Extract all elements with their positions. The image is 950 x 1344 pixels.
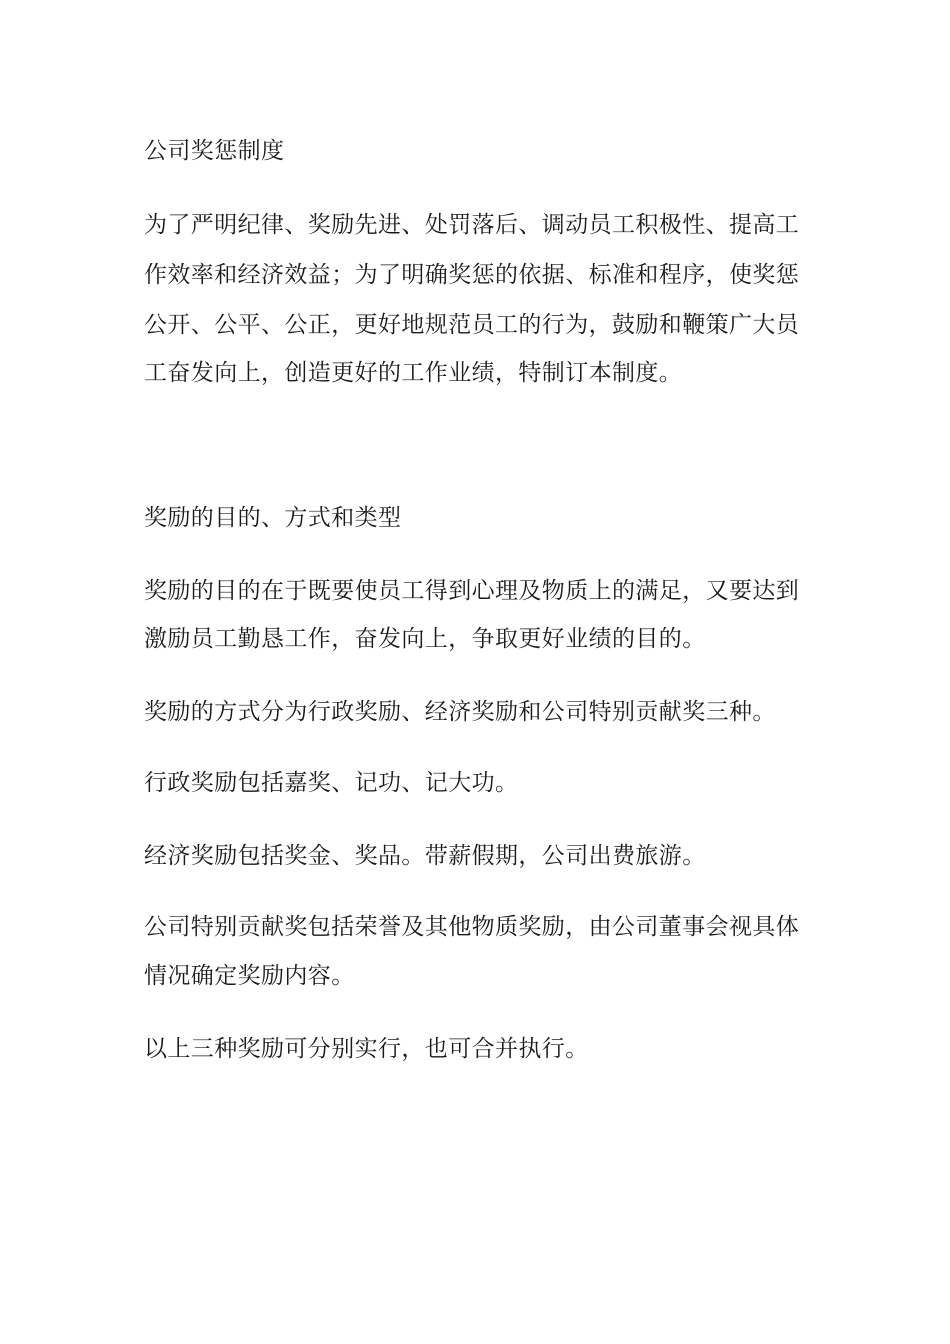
purpose-paragraph-line-2: 激励员工勤恳工作，奋发向上，争取更好业绩的目的。: [144, 626, 706, 652]
special-reward-paragraph-line-1: 公司特别贡献奖包括荣誉及其他物质奖励，由公司董事会视具体: [144, 914, 800, 940]
intro-paragraph-line-2: 作效率和经济效益；为了明确奖惩的依据、标准和程序，使奖惩: [144, 262, 800, 288]
special-reward-paragraph-line-2: 情况确定奖励内容。: [144, 963, 355, 989]
reward-methods-paragraph: 奖励的方式分为行政奖励、经济奖励和公司特别贡献奖三种。: [144, 699, 776, 725]
intro-paragraph-line-3: 公开、公平、公正，更好地规范员工的行为，鼓励和鞭策广大员: [144, 312, 800, 338]
economic-reward-paragraph: 经济奖励包括奖金、奖品。带薪假期，公司出费旅游。: [144, 843, 706, 869]
intro-paragraph-line-1: 为了严明纪律、奖励先进、处罚落后、调动员工积极性、提高工: [144, 212, 800, 238]
intro-paragraph-line-4: 工奋发向上，创造更好的工作业绩，特制订本制度。: [144, 360, 683, 386]
document-title: 公司奖惩制度: [144, 138, 285, 164]
purpose-paragraph-line-1: 奖励的目的在于既要使员工得到心理及物质上的满足，又要达到: [144, 578, 800, 604]
combination-paragraph: 以上三种奖励可分别实行，也可合并执行。: [144, 1036, 589, 1062]
administrative-reward-paragraph: 行政奖励包括嘉奖、记功、记大功。: [144, 770, 519, 796]
section-heading-rewards: 奖励的目的、方式和类型: [144, 505, 402, 531]
